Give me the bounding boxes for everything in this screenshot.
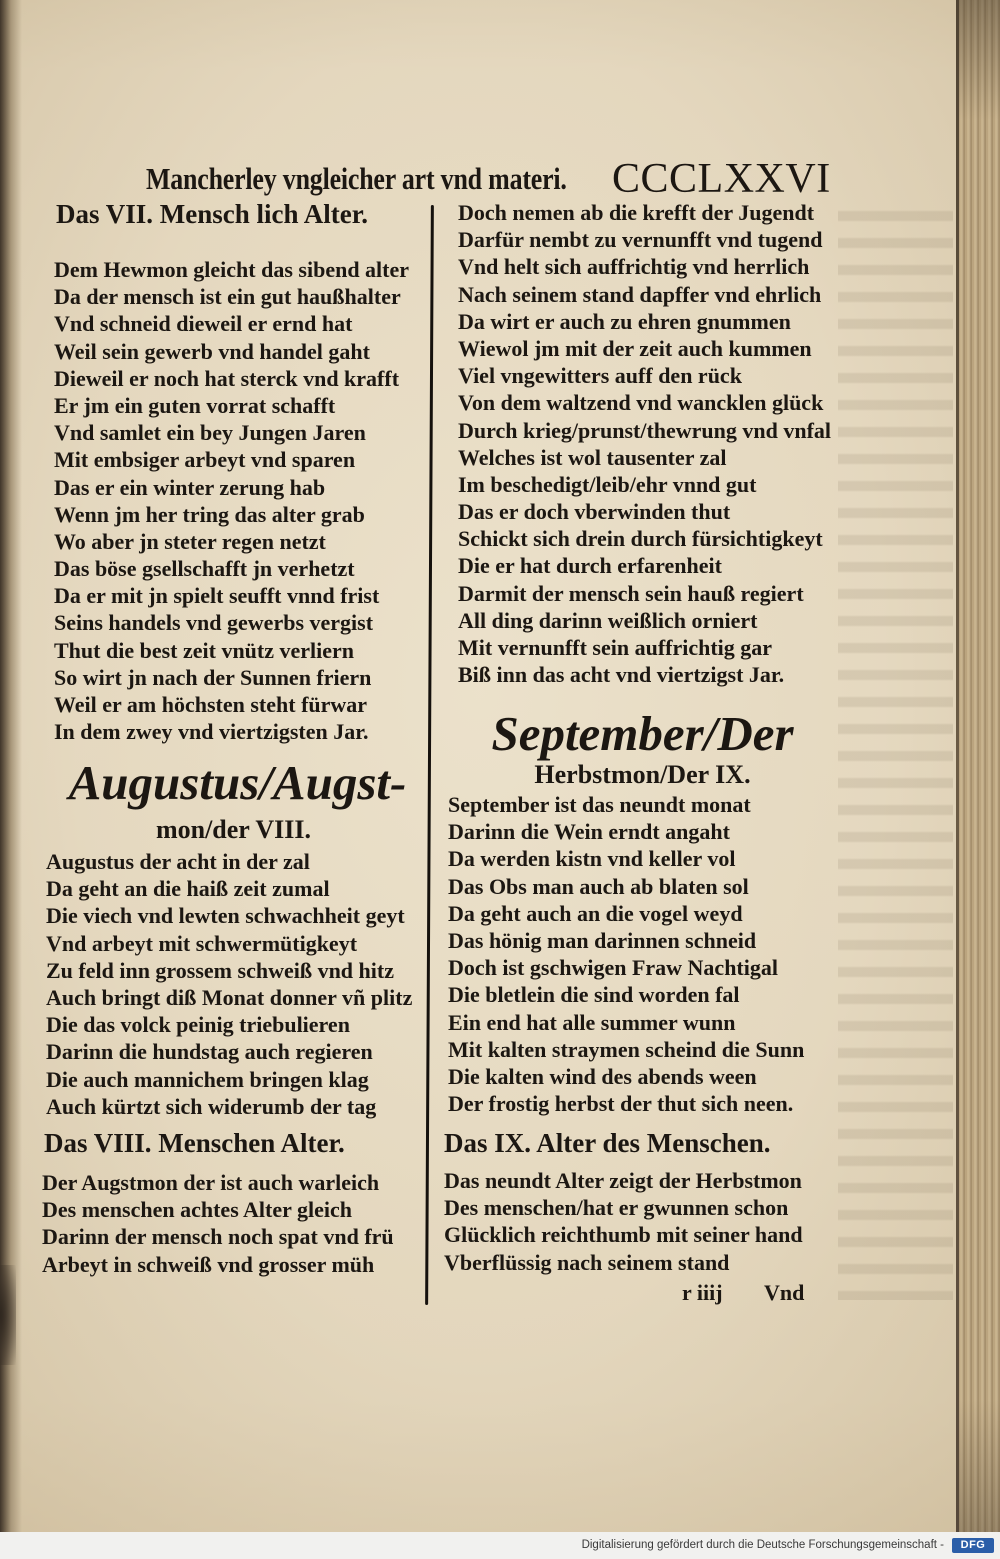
verse-line: Biß inn das acht vnd viertzigst Jar. — [458, 662, 785, 688]
verse-line: Doch ist gschwigen Fraw Nachtigal — [448, 955, 778, 981]
verse-line: Doch nemen ab die krefft der Jugendt — [458, 200, 815, 225]
section-heading: Das VIII. Menschen Alter. — [44, 1128, 345, 1158]
signature-mark: r iiij — [682, 1280, 723, 1305]
verse-line: Da er mit jn spielt seufft vnnd frist — [54, 583, 380, 609]
catchword: Vnd — [764, 1280, 805, 1305]
verse-line: Da werden kistn vnd keller vol — [448, 846, 736, 872]
verse-line: Vnd samlet ein bey Jungen Jaren — [54, 420, 366, 446]
verse-line: Das neundt Alter zeigt der Herbstmon — [444, 1168, 802, 1193]
verse-line: Wiewol jm mit der zeit auch kummen — [458, 335, 812, 361]
verse-line: September ist das neundt monat — [448, 792, 751, 817]
verse-line: Wo aber jn steter regen netzt — [54, 528, 326, 554]
verse-line: Der Augstmon der ist auch warleich — [42, 1170, 380, 1195]
verse-line: Das Obs man auch ab blaten sol — [448, 873, 749, 899]
verse-line: Des menschen/hat er gwunnen schon — [444, 1195, 789, 1221]
verse-line: Mit kalten straymen scheind die Sunn — [448, 1036, 805, 1062]
verse-line: Die bletlein die sind worden fal — [448, 982, 740, 1008]
dfg-logo: DFG — [952, 1538, 994, 1553]
verse-line: Da geht auch an die vogel weyd — [448, 900, 743, 926]
column-divider — [425, 205, 434, 1305]
verse-line: Viel vngewitters auff den rück — [458, 363, 742, 389]
verse-line: Da geht an die haiß zeit zumal — [46, 876, 330, 902]
verse-line: Vnd arbeyt mit schwermütigkeyt — [46, 930, 358, 956]
verse-line: Thut die best zeit vnütz verliern — [54, 637, 355, 663]
verse-line: All ding darinn weißlich orniert — [458, 607, 758, 633]
page-stack-edges — [959, 0, 1000, 1532]
verse-line: Der frostig herbst der thut sich neen. — [448, 1091, 794, 1117]
verse-line: Dem Hewmon gleicht das sibend alter — [54, 257, 410, 282]
verse-line: Darinn die hundstag auch regieren — [46, 1039, 373, 1065]
gutter-stain — [0, 1265, 16, 1365]
verse-line: Mit vernunfft sein auffrichtig gar — [458, 635, 773, 660]
verse-line: Wenn jm her tring das alter grab — [54, 501, 365, 527]
verse-line: Darmit der mensch sein hauß regiert — [458, 580, 804, 606]
verse-line: Durch krieg/prunst/thewrung vnd vnfal — [458, 417, 832, 443]
verse-line: Er jm ein guten vorrat schafft — [54, 392, 336, 418]
verse-line: Mit embsiger arbeyt vnd sparen — [54, 447, 356, 473]
verse-block — [46, 848, 412, 1120]
verse-line: Da wirt er auch zu ehren gnummen — [458, 308, 791, 334]
verse-block — [448, 791, 804, 1117]
verse-line: In dem zwey vnd viertzigsten Jar. — [54, 719, 369, 745]
month-subtitle: mon/der VIII. — [155, 815, 312, 844]
month-title: Augustus/Augst- — [68, 755, 407, 810]
verse-line: Ein end hat alle summer wunn — [448, 1009, 736, 1035]
verse-line: Augustus der acht in der zal — [46, 849, 310, 874]
verse-line: Seins handels vnd gewerbs vergist — [54, 610, 374, 636]
verse-line: Glücklich reichthumb mit seiner hand — [444, 1222, 803, 1248]
verse-line: Weil sein gewerb vnd handel gaht — [54, 338, 370, 364]
verse-line: Schickt sich drein durch fürsichtigkeyt — [458, 526, 823, 552]
verse-line: Auch bringt diß Monat donner vñ plitz — [46, 984, 413, 1010]
folio-number: CCCLXXVI — [612, 156, 831, 202]
verse-line: Zu feld inn grossem schweiß vnd hitz — [46, 957, 394, 983]
verse-line: Vberflüssig nach seinem stand — [444, 1249, 730, 1275]
month-title: September/Der — [491, 706, 794, 761]
verse-line: Des menschen achtes Alter gleich — [42, 1197, 352, 1223]
verse-line: Welches ist wol tausenter zal — [458, 444, 727, 470]
verse-line: Vnd schneid dieweil er ernd hat — [54, 311, 353, 337]
verse-block — [42, 1169, 394, 1278]
verse-line: Auch kürtzt sich widerumb der tag — [46, 1093, 377, 1119]
month-subtitle: Herbstmon/Der IX. — [534, 760, 751, 789]
verse-line: Darinn der mensch noch spat vnd frü — [42, 1224, 394, 1250]
verse-line: Das hönig man darinnen schneid — [448, 927, 757, 953]
verse-line: Darinn die Wein erndt angaht — [448, 819, 730, 845]
verse-line: Nach seinem stand dapffer vnd ehrlich — [458, 281, 822, 307]
verse-line: Die auch mannichem bringen klag — [46, 1066, 369, 1092]
verse-block — [54, 256, 409, 745]
section-heading: Das VII. Mensch lich Alter. — [56, 199, 369, 229]
verse-line: Darfür nembt zu vernunfft vnd tugend — [458, 227, 823, 253]
verse-block — [458, 199, 831, 688]
verse-line: Die viech vnd lewten schwachheit geyt — [46, 903, 405, 929]
section-heading: Das IX. Alter des Menschen. — [444, 1128, 771, 1158]
verse-line: Die er hat durch erfarenheit — [458, 553, 722, 579]
verse-line: Weil er am höchsten steht fürwar — [54, 692, 368, 717]
verse-line: Die kalten wind des abends ween — [448, 1063, 757, 1089]
verse-line: Das er doch vberwinden thut — [458, 499, 731, 525]
show-through-shadow — [838, 200, 953, 1300]
verse-line: Die das volck peinig triebulieren — [46, 1012, 350, 1038]
verse-line: Dieweil er noch hat sterck vnd krafft — [54, 365, 400, 391]
verse-line: Da der mensch ist ein gut haußhalter — [54, 284, 401, 310]
verse-line: Vnd helt sich auffrichtig vnd herrlich — [458, 254, 810, 280]
verse-line: Von dem waltzend vnd wancklen glück — [458, 390, 824, 416]
verse-line: So wirt jn nach der Sunnen friern — [54, 664, 372, 690]
verse-line: Das böse gsellschafft jn verhetzt — [54, 556, 355, 582]
verse-line: Arbeyt in schweiß vnd grosser müh — [42, 1251, 375, 1277]
digitization-credit: Digitalisierung gefördert durch die Deutsche Forschungsgemeinschaft - — [581, 1539, 944, 1551]
verse-block — [444, 1167, 803, 1276]
verse-line: Das er ein winter zerung hab — [54, 474, 326, 500]
verse-line: Im beschedigt/leib/ehr vnnd gut — [458, 471, 757, 497]
running-title: Mancherley vngleicher art vnd materi. — [146, 161, 567, 196]
